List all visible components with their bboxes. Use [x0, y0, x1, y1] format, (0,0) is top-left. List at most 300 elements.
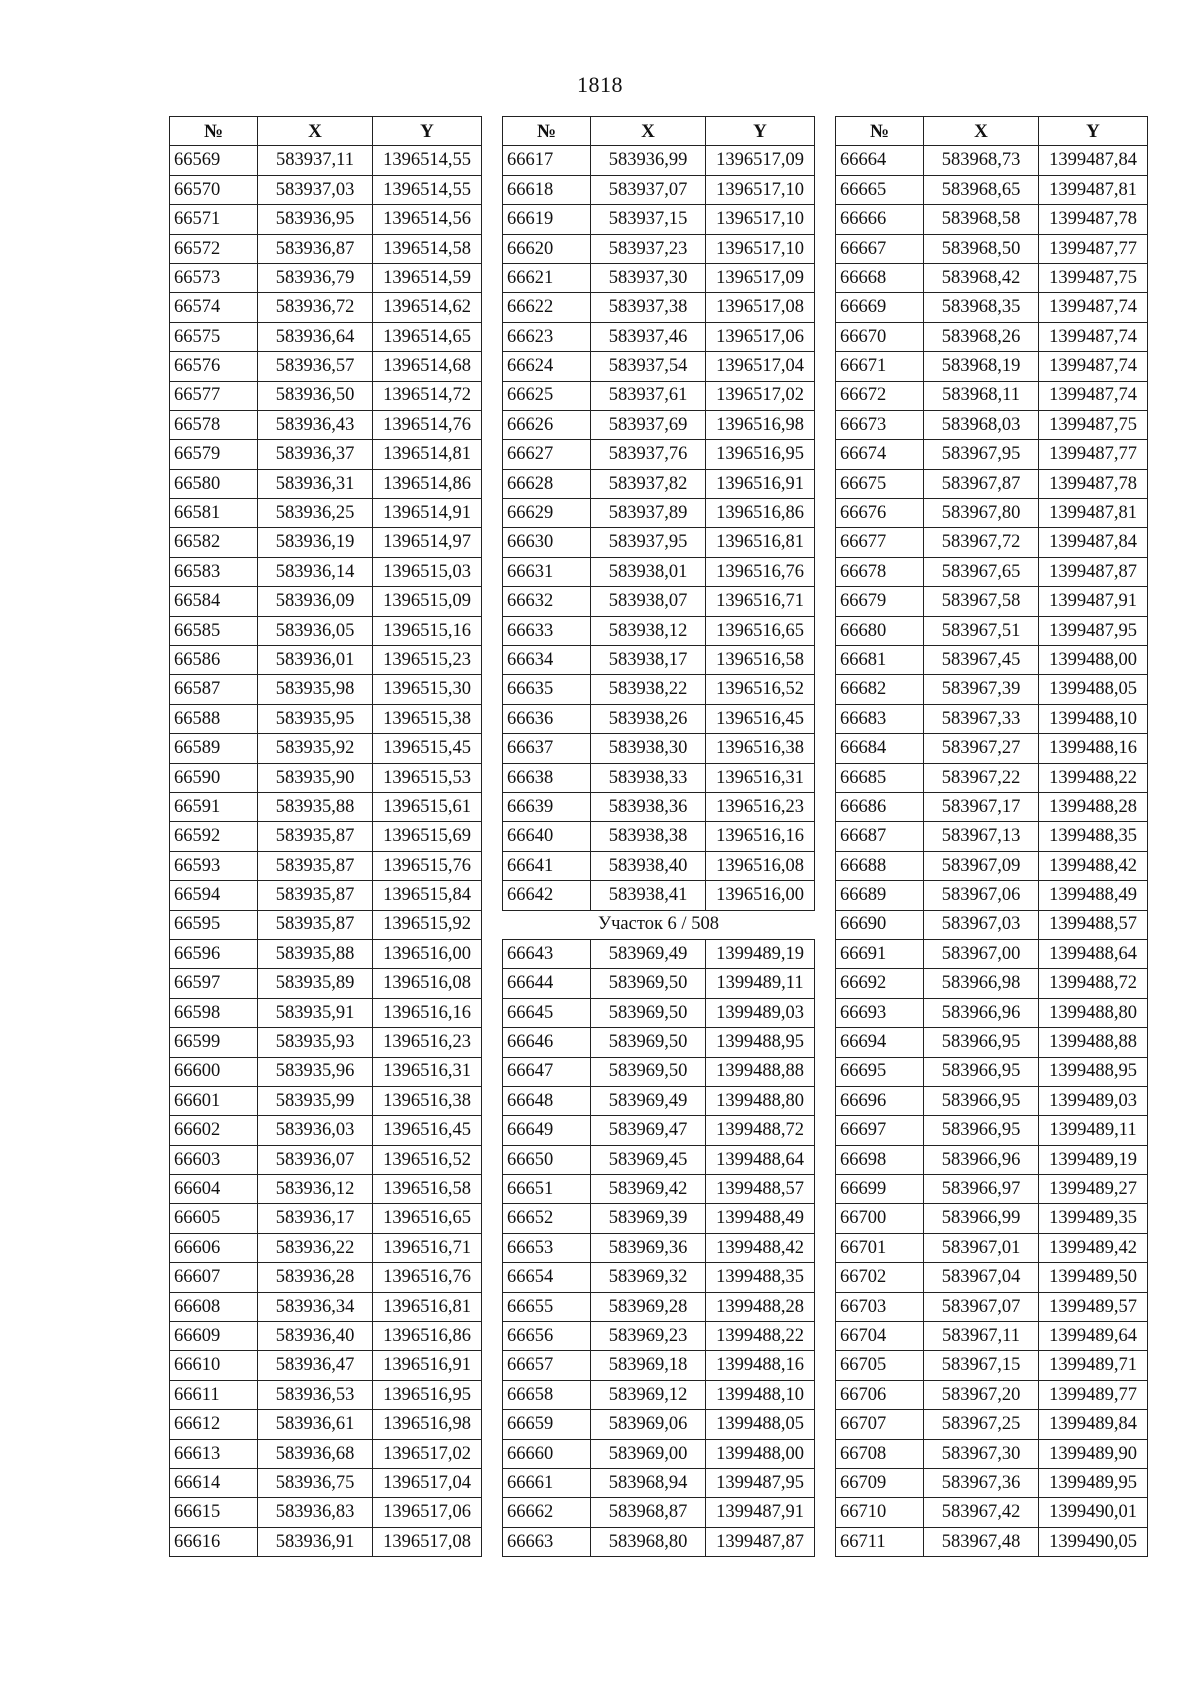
- table-row: [503, 263, 815, 292]
- point-number: 66604: [170, 1175, 258, 1204]
- x-coordinate: 583969,00: [591, 1439, 706, 1468]
- point-number: 66709: [836, 1468, 924, 1497]
- y-coordinate: 1396515,61: [373, 792, 482, 821]
- y-coordinate: 1396517,02: [706, 381, 815, 410]
- x-coordinate: 583967,09: [924, 851, 1039, 880]
- y-coordinate: 1399488,42: [706, 1233, 815, 1262]
- y-coordinate: 1399489,90: [1039, 1439, 1148, 1468]
- y-coordinate: 1399487,74: [1039, 322, 1148, 351]
- x-coordinate: 583968,58: [924, 205, 1039, 234]
- table-row: [170, 675, 482, 704]
- point-number: 66666: [836, 205, 924, 234]
- point-number: 66672: [836, 381, 924, 410]
- table-row: [503, 939, 815, 968]
- point-number: 66623: [503, 322, 591, 351]
- table-row: [836, 146, 1148, 175]
- table-row: [503, 616, 815, 645]
- point-number: 66699: [836, 1175, 924, 1204]
- x-coordinate: 583969,28: [591, 1292, 706, 1321]
- table-row: [170, 1439, 482, 1468]
- table-row: [170, 263, 482, 292]
- table-row: [170, 1351, 482, 1380]
- x-coordinate: 583967,13: [924, 822, 1039, 851]
- x-coordinate: 583968,26: [924, 322, 1039, 351]
- x-coordinate: 583935,90: [258, 763, 373, 792]
- table-row: [836, 675, 1148, 704]
- point-number: 66582: [170, 528, 258, 557]
- point-number: 66658: [503, 1380, 591, 1409]
- x-coordinate: 583936,40: [258, 1322, 373, 1351]
- x-coordinate: 583937,54: [591, 352, 706, 381]
- x-coordinate: 583936,75: [258, 1468, 373, 1497]
- y-coordinate: 1396516,38: [373, 1086, 482, 1115]
- header-x: X: [924, 117, 1039, 146]
- x-coordinate: 583938,12: [591, 616, 706, 645]
- table-row: [836, 734, 1148, 763]
- point-number: 66634: [503, 646, 591, 675]
- x-coordinate: 583967,36: [924, 1468, 1039, 1497]
- table-row: [836, 322, 1148, 351]
- point-number: 66667: [836, 234, 924, 263]
- y-coordinate: 1399487,78: [1039, 469, 1148, 498]
- x-coordinate: 583936,17: [258, 1204, 373, 1233]
- point-number: 66591: [170, 792, 258, 821]
- table-row: [170, 881, 482, 910]
- x-coordinate: 583967,17: [924, 792, 1039, 821]
- coordinate-table-middle: [502, 116, 815, 1557]
- y-coordinate: 1396514,68: [373, 352, 482, 381]
- x-coordinate: 583969,50: [591, 998, 706, 1027]
- table-row: [503, 881, 815, 910]
- point-number: 66601: [170, 1086, 258, 1115]
- x-coordinate: 583967,15: [924, 1351, 1039, 1380]
- section-label: Участок 6 / 508: [503, 910, 815, 939]
- x-coordinate: 583967,95: [924, 440, 1039, 469]
- table-row: [170, 1380, 482, 1409]
- y-coordinate: 1399488,05: [1039, 675, 1148, 704]
- point-number: 66595: [170, 910, 258, 939]
- table-row: [836, 587, 1148, 616]
- coordinate-table-left: [169, 116, 482, 1557]
- y-coordinate: 1399487,87: [1039, 557, 1148, 586]
- table-row: [170, 1263, 482, 1292]
- point-number: 66621: [503, 263, 591, 292]
- table-row: [503, 822, 815, 851]
- x-coordinate: 583966,95: [924, 1116, 1039, 1145]
- x-coordinate: 583937,38: [591, 293, 706, 322]
- table-row: [170, 734, 482, 763]
- y-coordinate: 1396517,04: [706, 352, 815, 381]
- y-coordinate: 1399487,91: [1039, 587, 1148, 616]
- table-row: [503, 763, 815, 792]
- y-coordinate: 1396516,91: [706, 469, 815, 498]
- point-number: 66697: [836, 1116, 924, 1145]
- point-number: 66593: [170, 851, 258, 880]
- y-coordinate: 1396516,65: [706, 616, 815, 645]
- point-number: 66610: [170, 1351, 258, 1380]
- table-row: [836, 1292, 1148, 1321]
- header-y: Y: [706, 117, 815, 146]
- y-coordinate: 1399488,95: [706, 1028, 815, 1057]
- table-row: [503, 234, 815, 263]
- y-coordinate: 1396514,56: [373, 205, 482, 234]
- table-row: [503, 1527, 815, 1556]
- x-coordinate: 583936,31: [258, 469, 373, 498]
- table-row: [836, 616, 1148, 645]
- y-coordinate: 1399487,87: [706, 1527, 815, 1556]
- y-coordinate: 1396516,86: [373, 1322, 482, 1351]
- y-coordinate: 1396517,06: [706, 322, 815, 351]
- y-coordinate: 1396516,23: [373, 1028, 482, 1057]
- point-number: 66630: [503, 528, 591, 557]
- point-number: 66597: [170, 969, 258, 998]
- table-row: [503, 1028, 815, 1057]
- point-number: 66631: [503, 557, 591, 586]
- table-row: [503, 1145, 815, 1174]
- table-row: [170, 998, 482, 1027]
- y-coordinate: 1396514,86: [373, 469, 482, 498]
- y-coordinate: 1396515,84: [373, 881, 482, 910]
- point-number: 66588: [170, 704, 258, 733]
- x-coordinate: 583937,69: [591, 410, 706, 439]
- y-coordinate: 1396517,04: [373, 1468, 482, 1497]
- point-number: 66670: [836, 322, 924, 351]
- table-row: [170, 1175, 482, 1204]
- table-row: [503, 469, 815, 498]
- point-number: 66570: [170, 175, 258, 204]
- x-coordinate: 583968,80: [591, 1527, 706, 1556]
- point-number: 66651: [503, 1175, 591, 1204]
- table-row: [836, 851, 1148, 880]
- y-coordinate: 1399487,74: [1039, 293, 1148, 322]
- x-coordinate: 583935,99: [258, 1086, 373, 1115]
- x-coordinate: 583936,83: [258, 1498, 373, 1527]
- x-coordinate: 583966,97: [924, 1175, 1039, 1204]
- y-coordinate: 1399489,64: [1039, 1322, 1148, 1351]
- y-coordinate: 1399488,64: [1039, 939, 1148, 968]
- x-coordinate: 583967,25: [924, 1410, 1039, 1439]
- table-row: [836, 646, 1148, 675]
- point-number: 66609: [170, 1322, 258, 1351]
- table-row: [170, 1322, 482, 1351]
- table-row: [503, 1233, 815, 1262]
- x-coordinate: 583938,01: [591, 557, 706, 586]
- y-coordinate: 1396516,00: [373, 939, 482, 968]
- table-row: [170, 234, 482, 263]
- point-number: 66681: [836, 646, 924, 675]
- y-coordinate: 1399488,16: [706, 1351, 815, 1380]
- x-coordinate: 583967,80: [924, 499, 1039, 528]
- x-coordinate: 583968,11: [924, 381, 1039, 410]
- point-number: 66626: [503, 410, 591, 439]
- x-coordinate: 583969,47: [591, 1116, 706, 1145]
- x-coordinate: 583969,12: [591, 1380, 706, 1409]
- x-coordinate: 583967,01: [924, 1233, 1039, 1262]
- table-row: [503, 1498, 815, 1527]
- table-row: [836, 1380, 1148, 1409]
- point-number: 66618: [503, 175, 591, 204]
- y-coordinate: 1396515,09: [373, 587, 482, 616]
- point-number: 66694: [836, 1028, 924, 1057]
- point-number: 66613: [170, 1439, 258, 1468]
- point-number: 66668: [836, 263, 924, 292]
- point-number: 66702: [836, 1263, 924, 1292]
- point-number: 66571: [170, 205, 258, 234]
- point-number: 66633: [503, 616, 591, 645]
- y-coordinate: 1399487,84: [1039, 146, 1148, 175]
- table-row: [170, 175, 482, 204]
- table-row: [503, 1057, 815, 1086]
- y-coordinate: 1399488,80: [706, 1086, 815, 1115]
- table-row: [836, 352, 1148, 381]
- y-coordinate: 1399488,95: [1039, 1057, 1148, 1086]
- point-number: 66614: [170, 1468, 258, 1497]
- x-coordinate: 583935,92: [258, 734, 373, 763]
- y-coordinate: 1399487,74: [1039, 381, 1148, 410]
- table-row: [170, 1116, 482, 1145]
- table-row: [836, 234, 1148, 263]
- point-number: 66642: [503, 881, 591, 910]
- header-x: X: [258, 117, 373, 146]
- table-row: [170, 1292, 482, 1321]
- point-number: 66574: [170, 293, 258, 322]
- y-coordinate: 1399487,81: [1039, 499, 1148, 528]
- table-row: [836, 792, 1148, 821]
- table-row: [836, 205, 1148, 234]
- y-coordinate: 1396514,81: [373, 440, 482, 469]
- x-coordinate: 583967,65: [924, 557, 1039, 586]
- x-coordinate: 583966,96: [924, 1145, 1039, 1174]
- point-number: 66615: [170, 1498, 258, 1527]
- x-coordinate: 583938,17: [591, 646, 706, 675]
- y-coordinate: 1396516,38: [706, 734, 815, 763]
- y-coordinate: 1399488,49: [706, 1204, 815, 1233]
- point-number: 66662: [503, 1498, 591, 1527]
- x-coordinate: 583935,95: [258, 704, 373, 733]
- table-row: [836, 499, 1148, 528]
- point-number: 66605: [170, 1204, 258, 1233]
- y-coordinate: 1399488,35: [1039, 822, 1148, 851]
- y-coordinate: 1396516,76: [706, 557, 815, 586]
- page-number: 1818: [577, 72, 623, 97]
- table-row: [836, 1233, 1148, 1262]
- x-coordinate: 583969,32: [591, 1263, 706, 1292]
- table-row: [170, 352, 482, 381]
- table-row: [836, 1086, 1148, 1115]
- header-number: №: [170, 117, 258, 146]
- x-coordinate: 583935,93: [258, 1028, 373, 1057]
- table-row: [836, 910, 1148, 939]
- table-row: [836, 969, 1148, 998]
- table-row: [503, 293, 815, 322]
- point-number: 66596: [170, 939, 258, 968]
- point-number: 66612: [170, 1410, 258, 1439]
- y-coordinate: 1399488,42: [1039, 851, 1148, 880]
- table-row: [836, 1145, 1148, 1174]
- point-number: 66707: [836, 1410, 924, 1439]
- x-coordinate: 583938,22: [591, 675, 706, 704]
- x-coordinate: 583967,45: [924, 646, 1039, 675]
- table-row: [836, 557, 1148, 586]
- table-header-row: [503, 117, 815, 146]
- y-coordinate: 1399489,84: [1039, 1410, 1148, 1439]
- table-row: [170, 704, 482, 733]
- point-number: 66611: [170, 1380, 258, 1409]
- table-row: [836, 1263, 1148, 1292]
- point-number: 66603: [170, 1145, 258, 1174]
- x-coordinate: 583938,38: [591, 822, 706, 851]
- x-coordinate: 583969,49: [591, 1086, 706, 1115]
- table-row: [170, 469, 482, 498]
- x-coordinate: 583936,14: [258, 557, 373, 586]
- point-number: 66686: [836, 792, 924, 821]
- table-row: [503, 440, 815, 469]
- table-row: [170, 1498, 482, 1527]
- table-row: [503, 410, 815, 439]
- table-row: [836, 175, 1148, 204]
- y-coordinate: 1399488,49: [1039, 881, 1148, 910]
- point-number: 66602: [170, 1116, 258, 1145]
- table-row: [836, 763, 1148, 792]
- table-row: [836, 1116, 1148, 1145]
- point-number: 66700: [836, 1204, 924, 1233]
- table-row: [503, 1292, 815, 1321]
- table-row: [836, 1175, 1148, 1204]
- table-row: [836, 998, 1148, 1027]
- table-row: [836, 1498, 1148, 1527]
- point-number: 66659: [503, 1410, 591, 1439]
- table-row: [836, 528, 1148, 557]
- y-coordinate: 1396516,65: [373, 1204, 482, 1233]
- x-coordinate: 583966,99: [924, 1204, 1039, 1233]
- x-coordinate: 583967,07: [924, 1292, 1039, 1321]
- table-row: [503, 1351, 815, 1380]
- x-coordinate: 583967,03: [924, 910, 1039, 939]
- x-coordinate: 583968,50: [924, 234, 1039, 263]
- x-coordinate: 583969,49: [591, 939, 706, 968]
- x-coordinate: 583936,07: [258, 1145, 373, 1174]
- y-coordinate: 1396514,72: [373, 381, 482, 410]
- table-row: [836, 1527, 1148, 1556]
- y-coordinate: 1396517,08: [373, 1527, 482, 1556]
- point-number: 66684: [836, 734, 924, 763]
- y-coordinate: 1399488,72: [1039, 969, 1148, 998]
- x-coordinate: 583969,50: [591, 1028, 706, 1057]
- y-coordinate: 1399488,22: [706, 1322, 815, 1351]
- point-number: 66632: [503, 587, 591, 616]
- y-coordinate: 1399487,75: [1039, 263, 1148, 292]
- point-number: 66698: [836, 1145, 924, 1174]
- y-coordinate: 1399489,19: [706, 939, 815, 968]
- x-coordinate: 583969,42: [591, 1175, 706, 1204]
- point-number: 66572: [170, 234, 258, 263]
- point-number: 66648: [503, 1086, 591, 1115]
- y-coordinate: 1396514,97: [373, 528, 482, 557]
- point-number: 66689: [836, 881, 924, 910]
- table-row: [170, 763, 482, 792]
- table-row: [503, 1410, 815, 1439]
- y-coordinate: 1399489,50: [1039, 1263, 1148, 1292]
- point-number: 66641: [503, 851, 591, 880]
- y-coordinate: 1396516,58: [706, 646, 815, 675]
- x-coordinate: 583935,87: [258, 881, 373, 910]
- y-coordinate: 1396514,59: [373, 263, 482, 292]
- y-coordinate: 1399488,22: [1039, 763, 1148, 792]
- y-coordinate: 1396514,62: [373, 293, 482, 322]
- point-number: 66653: [503, 1233, 591, 1262]
- x-coordinate: 583967,11: [924, 1322, 1039, 1351]
- table-row: [836, 881, 1148, 910]
- x-coordinate: 583967,22: [924, 763, 1039, 792]
- point-number: 66643: [503, 939, 591, 968]
- point-number: 66677: [836, 528, 924, 557]
- y-coordinate: 1399489,71: [1039, 1351, 1148, 1380]
- y-coordinate: 1399489,35: [1039, 1204, 1148, 1233]
- x-coordinate: 583969,39: [591, 1204, 706, 1233]
- point-number: 66687: [836, 822, 924, 851]
- y-coordinate: 1396516,86: [706, 499, 815, 528]
- x-coordinate: 583936,25: [258, 499, 373, 528]
- y-coordinate: 1396515,16: [373, 616, 482, 645]
- y-coordinate: 1396517,02: [373, 1439, 482, 1468]
- y-coordinate: 1399488,80: [1039, 998, 1148, 1027]
- table-row: [170, 822, 482, 851]
- point-number: 66673: [836, 410, 924, 439]
- point-number: 66685: [836, 763, 924, 792]
- x-coordinate: 583935,96: [258, 1057, 373, 1086]
- x-coordinate: 583936,03: [258, 1116, 373, 1145]
- y-coordinate: 1399487,77: [1039, 440, 1148, 469]
- y-coordinate: 1396515,53: [373, 763, 482, 792]
- x-coordinate: 583966,98: [924, 969, 1039, 998]
- table-row: [170, 381, 482, 410]
- x-coordinate: 583935,87: [258, 910, 373, 939]
- table-row: [836, 1322, 1148, 1351]
- y-coordinate: 1396515,69: [373, 822, 482, 851]
- point-number: 66590: [170, 763, 258, 792]
- x-coordinate: 583967,00: [924, 939, 1039, 968]
- x-coordinate: 583936,57: [258, 352, 373, 381]
- point-number: 66695: [836, 1057, 924, 1086]
- x-coordinate: 583967,48: [924, 1527, 1039, 1556]
- table-row: [503, 528, 815, 557]
- point-number: 66660: [503, 1439, 591, 1468]
- table-row: [170, 528, 482, 557]
- point-number: 66705: [836, 1351, 924, 1380]
- y-coordinate: 1399489,11: [1039, 1116, 1148, 1145]
- x-coordinate: 583936,37: [258, 440, 373, 469]
- x-coordinate: 583937,23: [591, 234, 706, 263]
- point-number: 66628: [503, 469, 591, 498]
- y-coordinate: 1396514,55: [373, 146, 482, 175]
- coordinate-table-right: [835, 116, 1148, 1557]
- point-number: 66619: [503, 205, 591, 234]
- table-row: [170, 293, 482, 322]
- x-coordinate: 583936,19: [258, 528, 373, 557]
- x-coordinate: 583967,06: [924, 881, 1039, 910]
- y-coordinate: 1399487,75: [1039, 410, 1148, 439]
- point-number: 66581: [170, 499, 258, 528]
- y-coordinate: 1399487,95: [706, 1468, 815, 1497]
- x-coordinate: 583936,01: [258, 646, 373, 675]
- x-coordinate: 583937,07: [591, 175, 706, 204]
- x-coordinate: 583969,36: [591, 1233, 706, 1262]
- y-coordinate: 1396514,76: [373, 410, 482, 439]
- x-coordinate: 583968,94: [591, 1468, 706, 1497]
- point-number: 66671: [836, 352, 924, 381]
- point-number: 66647: [503, 1057, 591, 1086]
- table-row: [836, 704, 1148, 733]
